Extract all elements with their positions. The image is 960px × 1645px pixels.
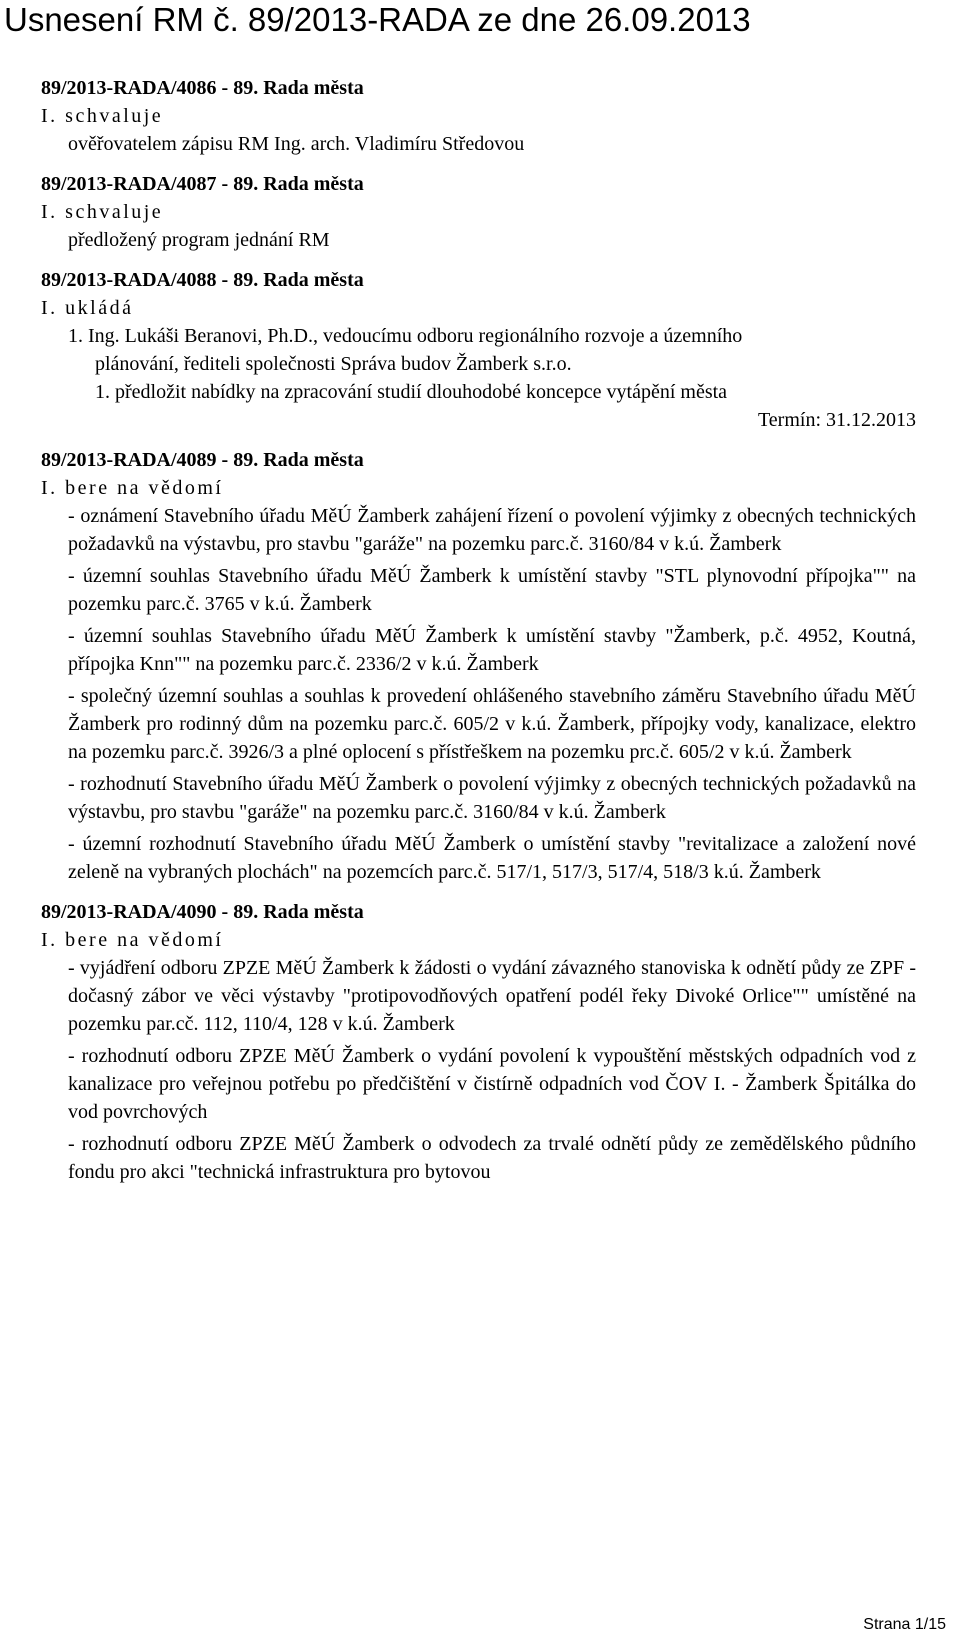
resolution-heading: 89/2013-RADA/4090 - 89. Rada města bbox=[41, 901, 364, 923]
resolution-heading: 89/2013-RADA/4089 - 89. Rada města bbox=[41, 449, 364, 471]
resolution-paragraph: - společný územní souhlas a souhlas k provedení ohlášeného stavebního záměru Stavebního úřadu MěÚ Žamberk pro rodinný dům na pozemku parc.č. 605/2 v k.ú. Žamberk, přípojky vody, kanalizace, elektro na pozemku parc.č. 3926/3 a plné oplocení s přístřeškem na pozemku prc.č. 605/2 v k.ú. Žamberk bbox=[68, 685, 916, 763]
resolution-task: 1. předložit nabídky na zpracování studií dlouhodobé koncepce vytápění města bbox=[95, 381, 728, 403]
resolution-heading: 89/2013-RADA/4088 - 89. Rada města bbox=[41, 269, 364, 291]
resolution-paragraph: - rozhodnutí odboru ZPZE MěÚ Žamberk o odvodech za trvalé odnětí půdy ze zemědělského půdního fondu pro akci "technická infrastruktura pro bytovou bbox=[68, 1133, 916, 1183]
resolution-paragraph: - vyjádření odboru ZPZE MěÚ Žamberk k žádosti o vydání závazného stanoviska k odnětí půdy ze ZPF - dočasný zábor ve věci výstavby "protipovodňových opatření podél řeky Divoké Orlice"" umístěné na pozemku par.cč. 112, 110/4, 128 v k.ú. Žamberk bbox=[68, 957, 916, 1035]
document-body bbox=[41, 74, 916, 1198]
resolution-text: plánování, řediteli společnosti Správa budov Žamberk s.r.o. bbox=[95, 353, 572, 375]
resolution-paragraph: - územní souhlas Stavebního úřadu MěÚ Žamberk k umístění stavby "STL plynovodní přípojka"" na pozemku parc.č. 3765 v k.ú. Žamberk bbox=[68, 565, 916, 615]
resolution-4090 bbox=[41, 898, 916, 1186]
resolution-action: I. schvaluje bbox=[41, 201, 164, 223]
resolution-paragraph: - územní rozhodnutí Stavebního úřadu MěÚ Žamberk o umístění stavby "revitalizace a založení nové zeleně na vybraných plochách" na pozemcích parc.č. 517/1, 517/3, 517/4, 518/3 k.ú. Žamberk bbox=[68, 833, 916, 883]
resolution-action: I. bere na vědomí bbox=[41, 929, 224, 951]
resolution-action: I. schvaluje bbox=[41, 105, 164, 127]
resolution-paragraph: - územní souhlas Stavebního úřadu MěÚ Žamberk k umístění stavby "Žamberk, p.č. 4952, Koutná, přípojka Knn"" na pozemku parc.č. 2336/2 v k.ú. Žamberk bbox=[68, 625, 916, 675]
resolution-action: I. ukládá bbox=[41, 297, 134, 319]
resolution-text: ověřovatelem zápisu RM Ing. arch. Vladimíru Středovou bbox=[68, 133, 525, 155]
resolution-action: I. bere na vědomí bbox=[41, 477, 224, 499]
page-number: Strana 1/15 bbox=[863, 1616, 946, 1633]
resolution-deadline: Termín: 31.12.2013 bbox=[757, 409, 916, 431]
resolution-4088 bbox=[41, 266, 916, 434]
resolution-4086 bbox=[41, 74, 916, 158]
page-title: Usnesení RM č. 89/2013-RADA ze dne 26.09.2013 bbox=[4, 1, 751, 38]
resolution-paragraph: - rozhodnutí Stavebního úřadu MěÚ Žamberk o povolení výjimky z obecných technických požadavků na výstavbu, pro stavbu "garáže" na pozemku parc.č. 3160/84 v k.ú. Žamberk bbox=[68, 773, 916, 823]
resolution-paragraph: - rozhodnutí odboru ZPZE MěÚ Žamberk o vydání povolení k vypouštění městských odpadních vod z kanalizace pro veřejnou potřebu po předčištění v čistírně odpadních vod ČOV I. - Žamberk Špitálka do vod povrchových bbox=[68, 1045, 916, 1123]
resolution-4089 bbox=[41, 446, 916, 886]
resolution-heading: 89/2013-RADA/4086 - 89. Rada města bbox=[41, 77, 364, 99]
resolution-heading: 89/2013-RADA/4087 - 89. Rada města bbox=[41, 173, 364, 195]
resolution-4087 bbox=[41, 170, 916, 254]
resolution-text: předložený program jednání RM bbox=[68, 229, 330, 251]
resolution-text: 1. Ing. Lukáši Beranovi, Ph.D., vedoucímu odboru regionálního rozvoje a územního bbox=[68, 325, 743, 347]
resolution-paragraph: - oznámení Stavebního úřadu MěÚ Žamberk zahájení řízení o povolení výjimky z obecných technických požadavků na výstavbu, pro stavbu "garáže" na pozemku parc.č. 3160/84 v k.ú. Žamberk bbox=[68, 505, 916, 555]
